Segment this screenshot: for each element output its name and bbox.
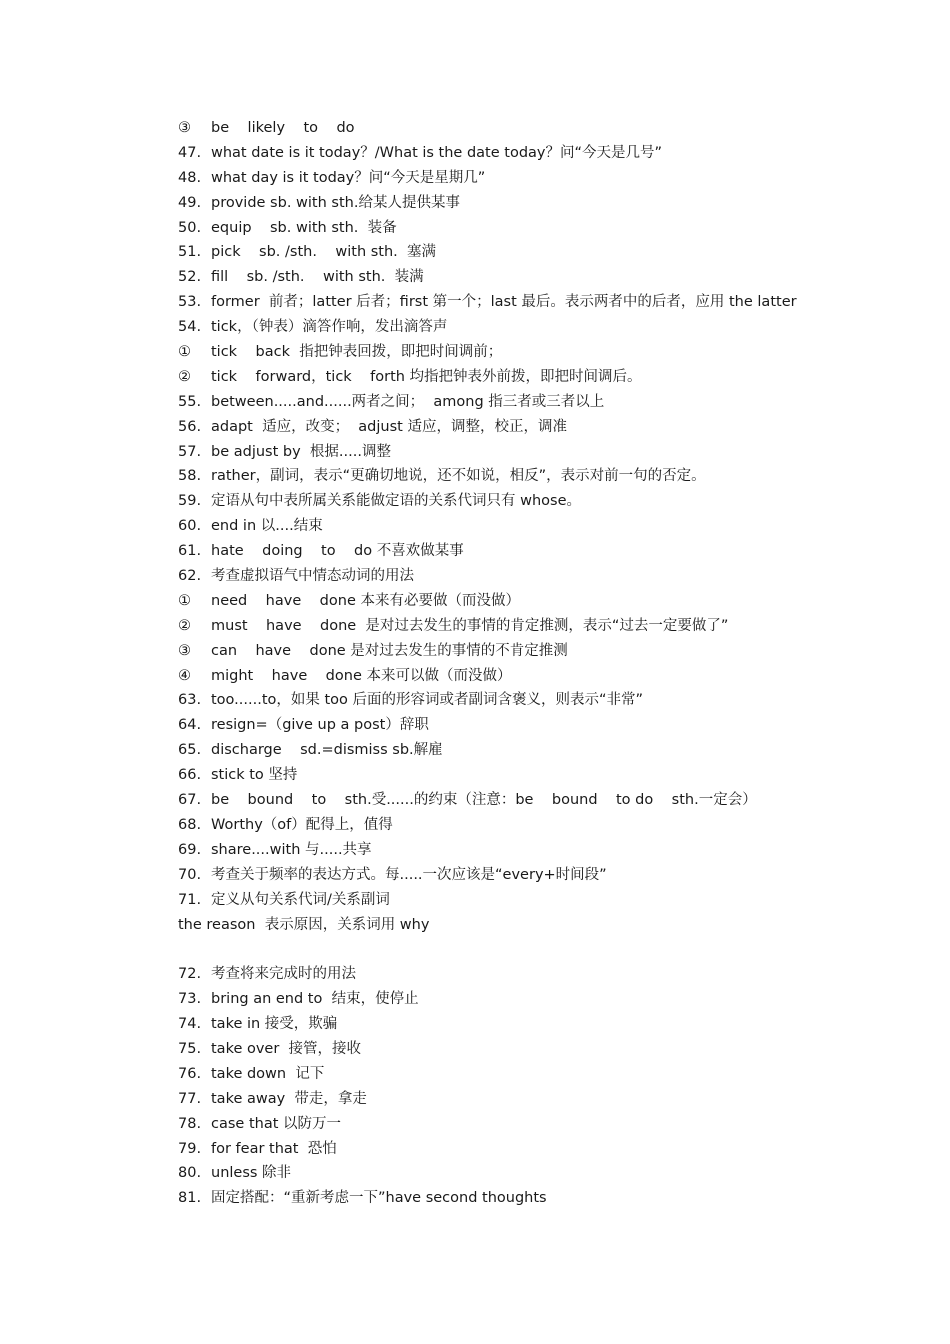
list-item: [178, 738, 878, 763]
item-text: too......to，如果 too 后面的形容词或者副词含褒义，则表示“非常”: [211, 692, 644, 709]
item-text: 考查关于频率的表达方式。每.....一次应该是“every+时间段”: [211, 866, 607, 883]
item-text: rather，副词，表示“更确切地说，还不如说，相反”，表示对前一句的否定。: [211, 468, 706, 485]
list-item: [178, 166, 878, 191]
item-marker: 75.: [178, 1040, 202, 1057]
item-marker: ①: [178, 344, 191, 361]
item-text: share....with 与.....共享: [211, 841, 372, 858]
list-item: [178, 813, 878, 838]
item-text: case that 以防万一: [211, 1115, 341, 1132]
item-text: 考查虚拟语气中情态动词的用法: [211, 568, 414, 585]
item-marker: 68.: [178, 816, 202, 833]
item-text: what day is it today？问“今天是星期几”: [211, 169, 486, 186]
item-text: be bound to sth.受......的约束（注意：be bound to do sth.一定会）: [211, 792, 757, 809]
item-text: might have done 本来可以做（而没做）: [211, 667, 512, 684]
item-text: tick forward，tick forth 均指把钟表外前拨，即把时间调后。: [211, 368, 642, 385]
item-marker: 56.: [178, 418, 202, 435]
item-marker: 57.: [178, 443, 202, 460]
item-marker: 54.: [178, 319, 202, 336]
item-marker: 77.: [178, 1090, 202, 1107]
list-item: [178, 415, 878, 440]
item-text: be likely to do: [211, 120, 355, 136]
item-text: 考查将来完成时的用法: [211, 966, 356, 983]
item-text: Worthy（of）配得上，值得: [211, 816, 393, 833]
list-item: [178, 913, 878, 938]
item-marker: 81.: [178, 1190, 202, 1207]
list-item: [178, 863, 878, 888]
list-item: [178, 1112, 878, 1137]
item-marker: 73.: [178, 991, 202, 1008]
item-marker: 67.: [178, 792, 202, 809]
item-marker: 63.: [178, 692, 202, 709]
item-marker: 78.: [178, 1115, 202, 1132]
list-item: [178, 1012, 878, 1037]
item-text: discharge sd.=dismiss sb.解雇: [211, 742, 443, 759]
item-marker: 55.: [178, 393, 202, 410]
list-item: [178, 788, 878, 813]
list-item: [178, 763, 878, 788]
item-marker: ③: [178, 642, 191, 659]
list-item: [178, 390, 878, 415]
list-item: [178, 589, 878, 614]
list-item: [178, 240, 878, 265]
item-text: bring an end to 结束，使停止: [211, 991, 419, 1008]
item-marker: ②: [178, 617, 191, 634]
list-item: [178, 1186, 878, 1211]
list-item: [178, 639, 878, 664]
item-marker: 49.: [178, 194, 202, 211]
list-item: [178, 614, 878, 639]
list-item: [178, 464, 878, 489]
list-item: [178, 838, 878, 863]
item-text: pick sb. /sth. with sth. 塞满: [211, 244, 437, 261]
item-text: take away 带走，拿走: [211, 1090, 367, 1107]
list-item: [178, 315, 878, 340]
item-text: equip sb. with sth. 装备: [211, 219, 397, 236]
item-marker: 66.: [178, 767, 202, 784]
item-text: 定语从句中表所属关系能做定语的关系代词只有 whose。: [211, 493, 582, 510]
item-marker: 60.: [178, 518, 202, 535]
vocabulary-notes-list: [178, 116, 878, 1211]
list-item: [178, 489, 878, 514]
item-marker: 70.: [178, 866, 202, 883]
item-marker: 53.: [178, 294, 202, 311]
list-item: [178, 1161, 878, 1186]
item-marker: 71.: [178, 891, 202, 908]
list-item: [178, 688, 878, 713]
item-marker: 65.: [178, 742, 202, 759]
item-text: between.....and......两者之间； among 指三者或三者以上: [211, 393, 605, 410]
item-marker: 74.: [178, 1016, 202, 1033]
list-item: [178, 888, 878, 913]
item-text: can have done 是对过去发生的事情的不肯定推测: [211, 642, 568, 659]
list-item: [178, 191, 878, 216]
item-text: take in 接受，欺骗: [211, 1016, 338, 1033]
list-item: [178, 539, 878, 564]
list-item: [178, 265, 878, 290]
item-marker: 62.: [178, 568, 202, 585]
item-text: provide sb. with sth.给某人提供某事: [211, 194, 460, 211]
list-item: [178, 290, 878, 315]
item-marker: ①: [178, 592, 191, 609]
item-text: hate doing to do 不喜欢做某事: [211, 543, 464, 560]
item-marker: 80.: [178, 1165, 202, 1182]
item-marker: 69.: [178, 841, 202, 858]
item-marker: 50.: [178, 219, 202, 236]
item-text: the reason 表示原因，关系词用 why: [178, 916, 430, 933]
item-marker: 72.: [178, 966, 202, 983]
item-text: for fear that 恐怕: [211, 1140, 337, 1157]
list-item: [178, 664, 878, 689]
list-item: [178, 1087, 878, 1112]
list-item: [178, 365, 878, 390]
list-item: [178, 141, 878, 166]
list-item: [178, 962, 878, 987]
item-marker: ③: [178, 120, 191, 136]
item-marker: 52.: [178, 269, 202, 286]
item-text: end in 以....结束: [211, 518, 323, 535]
item-text: former 前者；latter 后者；first 第一个；last 最后。表示两者中的后者，应用 the latter: [211, 294, 797, 311]
item-text: 固定搭配：“重新考虑一下”have second thoughts: [211, 1190, 547, 1207]
item-marker: ②: [178, 368, 191, 385]
item-text: tick back 指把钟表回拨，即把时间调前；: [211, 344, 503, 361]
item-text: must have done 是对过去发生的事情的肯定推测，表示“过去一定要做了”: [211, 617, 729, 634]
list-item: [178, 987, 878, 1012]
blank-line: [178, 937, 878, 962]
list-item: [178, 440, 878, 465]
item-marker: 48.: [178, 169, 202, 186]
item-text: what date is it today？/What is the date today？问“今天是几号”: [211, 144, 663, 161]
item-text: adapt 适应，改变； adjust 适应，调整，校正，调准: [211, 418, 567, 435]
list-item: [178, 116, 878, 141]
item-marker: 51.: [178, 244, 202, 261]
item-text: stick to 坚持: [211, 767, 298, 784]
item-text: need have done 本来有必要做（而没做）: [211, 592, 520, 609]
item-marker: 79.: [178, 1140, 202, 1157]
list-item: [178, 1062, 878, 1087]
item-text: take over 接管，接收: [211, 1040, 362, 1057]
item-text: fill sb. /sth. with sth. 装满: [211, 269, 424, 286]
item-marker: 76.: [178, 1065, 202, 1082]
list-item: [178, 340, 878, 365]
item-text: take down 记下: [211, 1065, 325, 1082]
item-marker: 59.: [178, 493, 202, 510]
list-item: [178, 514, 878, 539]
list-item: [178, 1137, 878, 1162]
list-item: [178, 564, 878, 589]
item-text: unless 除非: [211, 1165, 292, 1182]
item-marker: ④: [178, 667, 191, 684]
item-marker: 47.: [178, 144, 202, 161]
list-item: [178, 1037, 878, 1062]
item-text: be adjust by 根据.....调整: [211, 443, 391, 460]
item-marker: 58.: [178, 468, 202, 485]
item-marker: 61.: [178, 543, 202, 560]
list-item: [178, 713, 878, 738]
item-text: tick，（钟表）滴答作响，发出滴答声: [211, 319, 448, 336]
item-marker: 64.: [178, 717, 202, 734]
item-text: 定义从句关系代词/关系副词: [211, 891, 390, 908]
item-text: resign=（give up a post）辞职: [211, 717, 429, 734]
list-item: [178, 216, 878, 241]
